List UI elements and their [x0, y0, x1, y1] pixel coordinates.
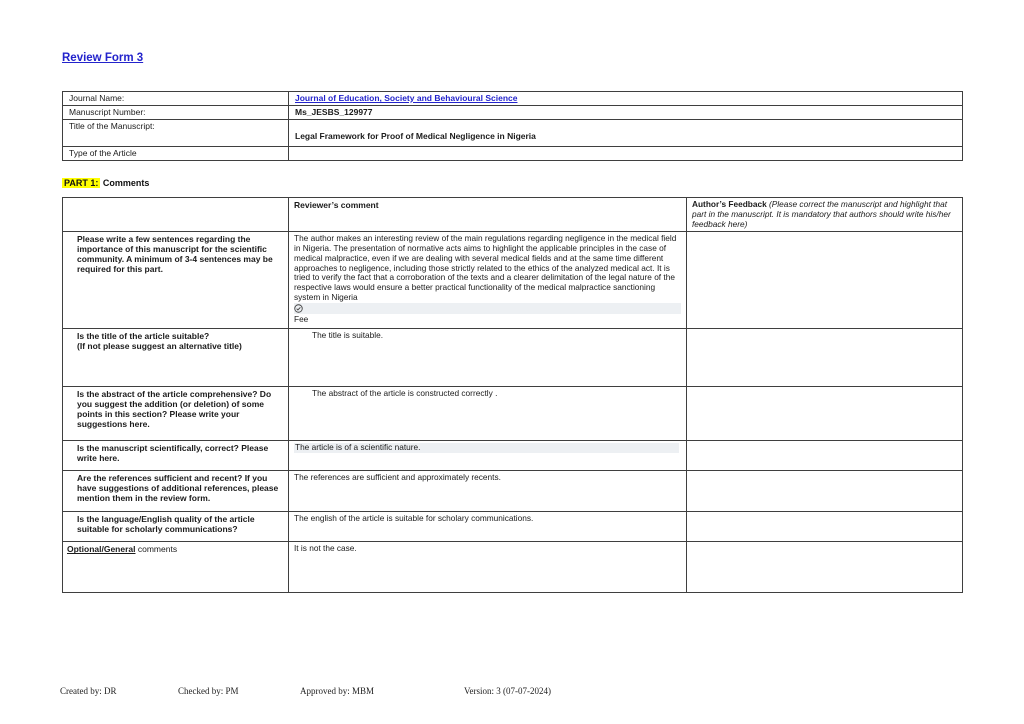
manuscript-title-label: Title of the Manuscript: — [63, 120, 289, 147]
part1-heading — [62, 178, 149, 188]
comment-text: The article is of a scientific nature. — [294, 443, 679, 453]
optional-general-rest: comments — [135, 544, 178, 555]
reviewer-comment-optional: It is not the case. — [289, 542, 687, 593]
author-feedback-cell — [687, 512, 963, 542]
table-row — [63, 512, 963, 542]
author-feedback-cell — [687, 441, 963, 471]
reviewer-comment-scientific — [289, 441, 687, 471]
question-abstract: Is the abstract of the article comprehensive? Do you suggest the addition (or deletion) of some points in this section? Please write your suggestions here. — [63, 387, 289, 441]
author-feedback-title: Author’s Feedback — [692, 199, 769, 209]
comments-table — [62, 197, 963, 593]
reviewer-comment-abstract: The abstract of the article is constructed correctly . — [289, 387, 687, 441]
article-type-value — [289, 147, 963, 161]
author-feedback-cell — [687, 542, 963, 593]
journal-name-link[interactable]: Journal of Education, Society and Behavioural Science — [295, 93, 518, 103]
footer-checked-by: Checked by: PM — [178, 686, 239, 696]
circled-check-icon — [294, 304, 303, 313]
footer-version: Version: 3 (07-07-2024) — [464, 686, 551, 696]
footer-created-by: Created by: DR — [60, 686, 117, 696]
question-importance: Please write a few sentences regarding the importance of this manuscript for the scientific community. A minimum of 3-4 sentences may be required for this part. — [63, 232, 289, 329]
reviewer-comment-importance — [289, 232, 687, 329]
header-row — [63, 198, 963, 232]
highlight-band — [294, 303, 681, 314]
author-feedback-cell — [687, 232, 963, 329]
question-line1: Is the title of the article suitable? — [77, 331, 210, 342]
table-row — [63, 387, 963, 441]
author-feedback-cell — [687, 329, 963, 387]
table-row — [63, 92, 963, 106]
part1-label: Comments — [102, 178, 150, 188]
header-blank-cell — [63, 198, 289, 232]
reviewer-comment-references: The references are sufficient and approximately recents. — [289, 471, 687, 512]
table-row — [63, 147, 963, 161]
journal-name-label: Journal Name: — [63, 92, 289, 106]
table-row — [63, 329, 963, 387]
table-row — [63, 232, 963, 329]
author-feedback-cell — [687, 471, 963, 512]
reviewer-comment-title: The title is suitable. — [289, 329, 687, 387]
table-row — [63, 441, 963, 471]
manuscript-number-value: Ms_JESBS_129977 — [289, 106, 963, 120]
article-type-label: Type of the Article — [63, 147, 289, 161]
author-feedback-note: (Please correct the manuscript and highlight that part in the manuscript. It is mandatory that authors should write his/her feedback here) — [692, 199, 951, 229]
manuscript-info-table — [62, 91, 963, 161]
question-line2: (If not please suggest an alternative title) — [77, 341, 242, 352]
question-language: Is the language/English quality of the article suitable for scholarly communications? — [63, 512, 289, 542]
optional-general-label: Optional/General — [67, 544, 136, 555]
author-feedback-cell — [687, 387, 963, 441]
footer-approved-by: Approved by: MBM — [300, 686, 374, 696]
comment-text: The author makes an interesting review of the main regulations regarding negligence in the medical field in Nigeria. The presentation of normative acts aims to highlight the applicable principles in the case of medical malpractice, even if we are dealing with several medical fields and at the same time different approaches to negligence, including those strictly related to the ethics of the analyzed medical act. It is tried to verify the fact that a corroboration of the texts and a clearer delimitation of the legal nature of the respective laws would ensure a better practical functionality of the medical malpractice sanctioning system in Nigeria — [294, 233, 677, 302]
question-optional-general — [63, 542, 289, 593]
table-row — [63, 471, 963, 512]
fee-label: Fee — [294, 314, 309, 325]
author-feedback-header — [687, 198, 963, 232]
part1-badge: PART 1: — [64, 178, 99, 188]
reviewer-comment-header: Reviewer’s comment — [289, 198, 687, 232]
question-references: Are the references sufficient and recent? If you have suggestions of additional references, please mention them in the review form. — [63, 471, 289, 512]
manuscript-title-value: Legal Framework for Proof of Medical Negligence in Nigeria — [289, 120, 963, 147]
question-title-suitable — [63, 329, 289, 387]
table-row — [63, 106, 963, 120]
table-row — [63, 120, 963, 147]
page-title[interactable]: Review Form 3 — [62, 52, 144, 64]
table-row — [63, 542, 963, 593]
reviewer-comment-language: The english of the article is suitable for scholary communications. — [289, 512, 687, 542]
manuscript-number-label: Manuscript Number: — [63, 106, 289, 120]
question-scientific: Is the manuscript scientifically, correct? Please write here. — [63, 441, 289, 471]
